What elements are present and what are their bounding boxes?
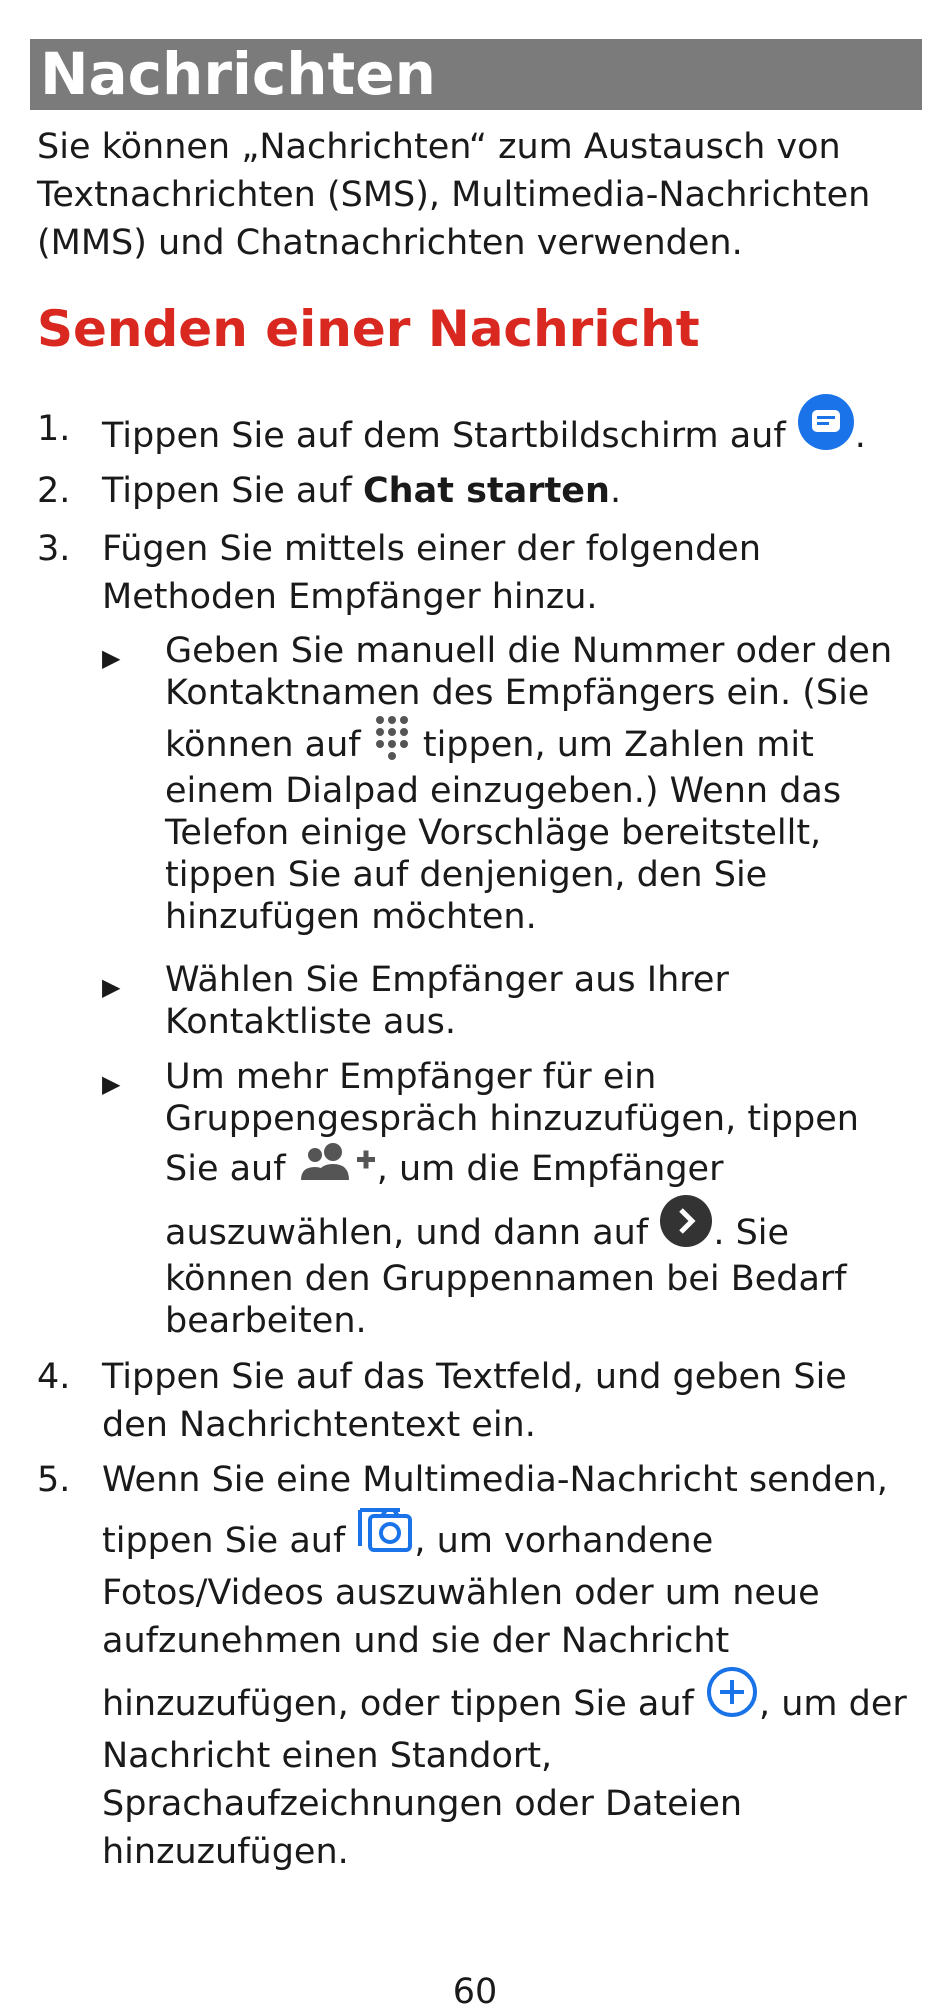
step-text-part: Tippen Sie auf dem Startbildschirm auf	[102, 416, 797, 456]
step-text-part: , um der Nachricht einen Standort, Sprachaufzeichnungen oder Dateien hinzuzufügen.	[102, 1684, 907, 1872]
bullet-text-part: Um mehr Empfänger für ein Gruppengespräch hinzuzufügen, tippen Sie auf	[165, 1057, 859, 1189]
attach-media-icon	[356, 1504, 414, 1569]
page-number: 60	[452, 1972, 498, 2012]
step-text: Fügen Sie mittels einer der folgenden Methoden Empfänger hinzu.	[102, 529, 762, 617]
bullet-arrow-icon: ▶	[102, 644, 121, 672]
chat-starten-label: Chat starten	[362, 471, 610, 511]
step-number: 1.	[37, 409, 71, 449]
bullet-text-part: , um die Empfänger auszuwählen, und dann auf	[165, 1149, 724, 1253]
step-text: Tippen Sie auf das Textfeld, und geben Sie den Nachrichtentext ein.	[102, 1357, 847, 1445]
step-number: 2.	[37, 471, 71, 511]
step-number: 3.	[37, 529, 71, 569]
step-text-part: .	[609, 471, 622, 511]
bullet-text	[165, 1056, 910, 1342]
step-text-part: .	[854, 416, 866, 456]
bullet-text-part: tippen, um Zahlen mit einem Dialpad einzugeben.) Wenn das Telefon einige Vorschläge bereitstellt, tippen Sie auf denjenigen, den Sie hinzufügen möchten.	[165, 725, 842, 937]
add-plus-icon	[705, 1665, 759, 1732]
bullet-text-part: . Sie können den Gruppennamen bei Bedarf bearbeiten.	[165, 1213, 847, 1341]
step-text	[102, 393, 922, 464]
bullet-text: Wählen Sie Empfänger aus Ihrer Kontaktliste aus.	[165, 960, 729, 1042]
step-text	[102, 1456, 922, 1876]
section-title: Senden einer Nachricht	[37, 300, 700, 358]
step-text	[102, 467, 922, 515]
intro-paragraph: Sie können „Nachrichten“ zum Austausch von Textnachrichten (SMS), Multimedia-Nachrichten (MMS) und Chatnachrichten verwenden.	[37, 127, 871, 263]
step-text-part: , um vorhandene Fotos/Videos auszuwählen oder um neue aufzunehmen und sie der Nachricht hinzuzufügen, oder tippen Sie auf	[102, 1521, 820, 1724]
bullet-text	[165, 630, 910, 938]
bullet-text-part: Geben Sie manuell die Nummer oder den Kontaktnamen des Empfängers ein. (Sie können auf	[165, 631, 893, 765]
step-text-part: Tippen Sie auf	[102, 471, 363, 511]
step-number: 4.	[37, 1357, 71, 1397]
bullet-arrow-icon: ▶	[102, 1070, 121, 1098]
dialpad-icon	[372, 714, 412, 770]
page-title: Nachrichten	[30, 39, 922, 110]
next-arrow-icon	[659, 1194, 713, 1258]
messages-app-icon	[797, 393, 855, 464]
add-people-icon	[297, 1140, 377, 1194]
step-text-part: Wenn Sie eine Multimedia-Nachricht senden, tippen Sie auf	[102, 1460, 888, 1561]
step-number: 5.	[37, 1460, 71, 1500]
bullet-arrow-icon: ▶	[102, 973, 121, 1001]
